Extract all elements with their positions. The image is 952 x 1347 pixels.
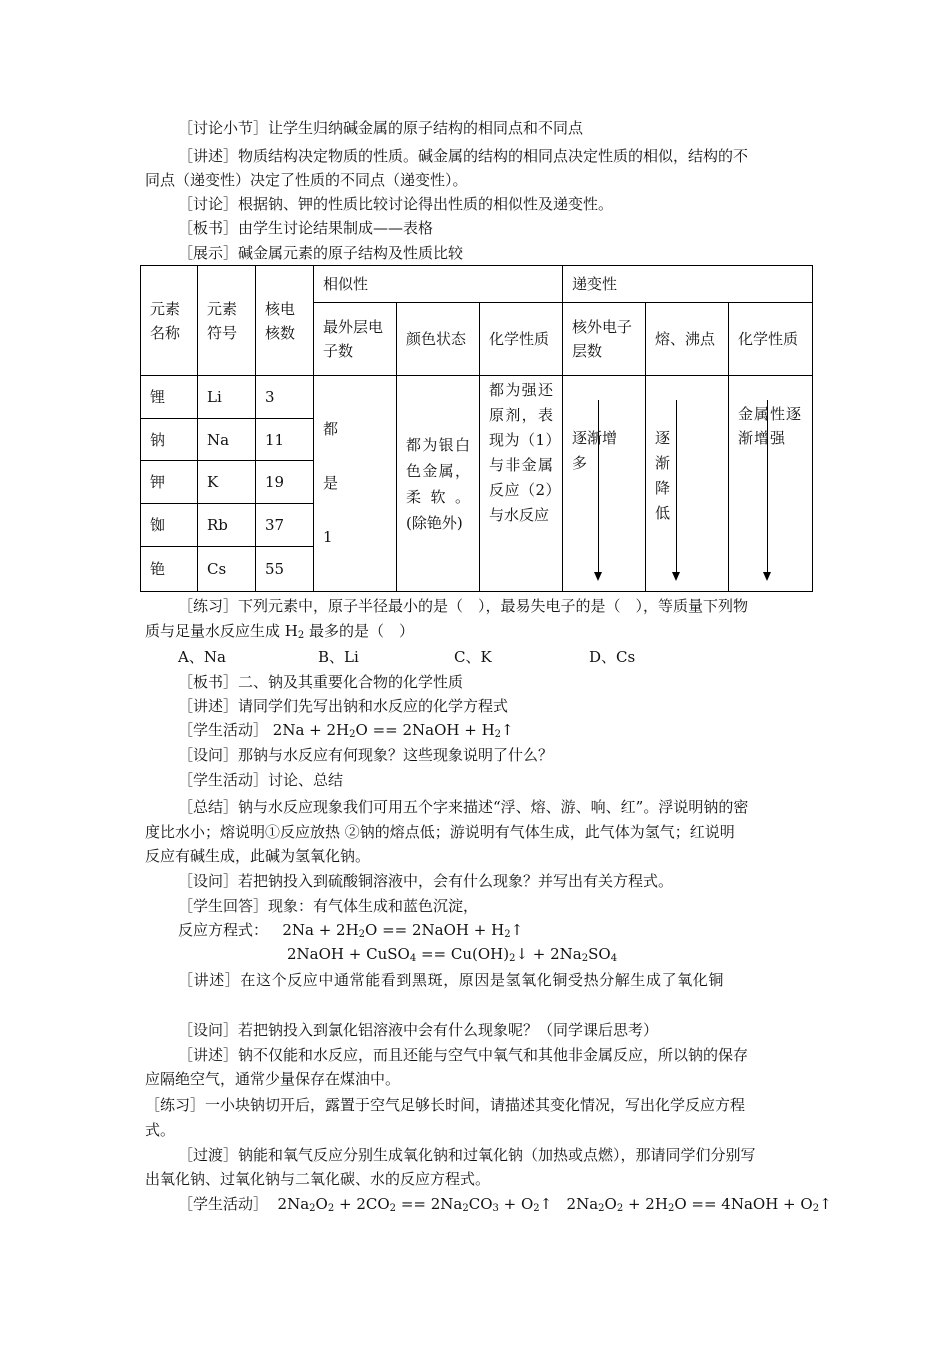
student-activity-line-3: ［学生活动］ $2Na_2O_2 + 2CO_2 == 2Na_2CO_3$ + $O_2↑$ $2Na_2O_2 + 2H_2O$ == 4NaOH + $O_2↑$ bbox=[178, 1195, 832, 1214]
student-answer-line: ［学生回答］现象：有气体生成和蓝色沉淀， bbox=[178, 897, 479, 915]
electron-layers-text: 逐渐增多 bbox=[572, 429, 618, 472]
question-line-2: ［设问］若把钠投入到硫酸铜溶液中，会有什么现象？并写出有关方程式。 bbox=[178, 872, 674, 890]
table-row bbox=[141, 376, 813, 419]
equation-line-2: 2NaOH + CuSO$_4$ == $Cu(OH)_2↓ + 2Na_2SO_4$ bbox=[287, 945, 618, 964]
summary-line-cont-2: 反应有碱生成，此碱为氢氧化钠。 bbox=[145, 847, 371, 865]
element-name: 铷 bbox=[141, 504, 198, 547]
transition-line: ［过渡］钠能和氧气反应分别生成氧化钠和过氧化钠（加热或点燃），那请同学们分别写 bbox=[178, 1146, 756, 1164]
element-charge: 11 bbox=[256, 419, 314, 461]
element-symbol: Cs bbox=[198, 547, 256, 592]
element-name: 钾 bbox=[141, 461, 198, 504]
element-charge: 55 bbox=[256, 547, 314, 592]
lecture-line-4: ［讲述］钠不仅能和水反应，而且还能与空气中氧气和其他非金属反应，所以钠的保存 bbox=[178, 1046, 749, 1064]
outer-electrons-text-1: 都 bbox=[323, 420, 339, 438]
practice-line-2-cont: 式。 bbox=[145, 1121, 176, 1139]
header-gradient: 递变性 bbox=[563, 266, 813, 303]
color-state-cell: 都为银白色金属，柔软。(除铯外) bbox=[397, 376, 480, 592]
element-charge: 3 bbox=[256, 376, 314, 419]
metallic-property-cell bbox=[729, 376, 813, 592]
element-name: 锂 bbox=[141, 376, 198, 419]
board-line-2: ［板书］二、钠及其重要化合物的化学性质 bbox=[178, 673, 464, 691]
board-line: ［板书］由学生讨论结果制成——表格 bbox=[178, 219, 434, 237]
summary-line: ［总结］钠与水反应现象我们可用五个字来描述“浮、熔、游、响、红”。浮说明钠的密 bbox=[178, 798, 749, 816]
header-chemical-property: 化学性质 bbox=[480, 303, 563, 376]
lecture-line-3: ［讲述］在这个反应中通常能看到黑斑，原因是氢氧化铜受热分解生成了氧化铜 bbox=[178, 971, 725, 989]
label-text: ［学生活动］ bbox=[178, 721, 269, 739]
practice-question-line-cont: 质与足量水反应生成 $H_2$ 最多的是（ ） bbox=[145, 622, 415, 641]
display-line: ［展示］碱金属元素的原子结构及性质比较 bbox=[178, 244, 464, 262]
header-chemical-property-2: 化学性质 bbox=[729, 303, 813, 376]
element-symbol: Li bbox=[198, 376, 256, 419]
transition-line-cont: 出氧化钠、过氧化钠与二氧化碳、水的反应方程式。 bbox=[145, 1170, 491, 1188]
element-symbol: Na bbox=[198, 419, 256, 461]
metallic-property-text: 金属性逐渐增强 bbox=[738, 405, 803, 447]
outer-electrons-cell bbox=[314, 376, 397, 592]
practice-question-line: ［练习］下列元素中，原子半径最小的是（ ），最易失电子的是（ ），等质量下列物 bbox=[178, 597, 749, 615]
lecture-line-4-cont: 应隔绝空气，通常少量保存在煤油中。 bbox=[145, 1070, 401, 1088]
lecture-line: ［讲述］物质结构决定物质的性质。碱金属的结构的相同点决定性质的相似，结构的不 bbox=[178, 147, 749, 165]
option-d: D、Cs bbox=[589, 648, 636, 666]
element-symbol: K bbox=[198, 461, 256, 504]
element-charge: 19 bbox=[256, 461, 314, 504]
element-name: 钠 bbox=[141, 419, 198, 461]
chemical-property-cell: 都为强还原剂，表现为（1）与非金属反应（2）与水反应 bbox=[480, 376, 563, 592]
summary-line-cont: 度比水小；熔说明①反应放热 ②钠的熔点低；游说明有气体生成，此气体为氢气；红说明 bbox=[145, 823, 735, 841]
header-nuclear-charge: 核电核数 bbox=[256, 266, 314, 376]
option-a: A、Na bbox=[178, 648, 226, 666]
header-element-name: 元素名称 bbox=[141, 266, 198, 376]
header-similarity: 相似性 bbox=[314, 266, 563, 303]
option-c: C、K bbox=[454, 648, 492, 666]
student-activity-line-2: ［学生活动］讨论、总结 bbox=[178, 771, 344, 789]
melting-point-text: 逐渐降低 bbox=[655, 429, 671, 522]
practice-text: 最多的是（ ） bbox=[304, 622, 415, 640]
label-text: 反应方程式： bbox=[178, 921, 269, 939]
header-color-state: 颜色状态 bbox=[397, 303, 480, 376]
alkali-metal-comparison-table bbox=[140, 265, 813, 592]
header-melting-point: 熔、沸点 bbox=[646, 303, 729, 376]
down-arrow-icon bbox=[676, 400, 677, 579]
melting-point-cell bbox=[646, 376, 729, 592]
element-symbol: Rb bbox=[198, 504, 256, 547]
lecture-line-cont: 同点（递变性）决定了性质的不同点（递变性）。 bbox=[145, 171, 468, 189]
label-text: ［学生活动］ bbox=[178, 1195, 269, 1213]
electron-layers-cell bbox=[563, 376, 646, 592]
element-charge: 37 bbox=[256, 504, 314, 547]
lecture-line-2: ［讲述］请同学们先写出钠和水反应的化学方程式 bbox=[178, 697, 509, 715]
header-element-symbol: 元素符号 bbox=[198, 266, 256, 376]
element-name: 铯 bbox=[141, 547, 198, 592]
question-line: ［设问］那钠与水反应有何现象？这些现象说明了什么？ bbox=[178, 746, 554, 764]
practice-text: 质与足量水反应生成 H bbox=[145, 622, 298, 640]
outer-electrons-text-3: 1 bbox=[323, 528, 333, 546]
practice-line-2: ［练习］一小块钠切开后，露置于空气足够长时间，请描述其变化情况，写出化学反应方程 bbox=[145, 1096, 746, 1114]
equation-line-1: 反应方程式： $2Na + 2H_2O$ == 2NaOH + $H_2↑$ bbox=[178, 921, 524, 940]
header-electron-layers: 核外电子层数 bbox=[563, 303, 646, 376]
option-b: B、Li bbox=[318, 648, 359, 666]
question-line-3: ［设问］若把钠投入到氯化铝溶液中会有什么现象呢？（同学课后思考） bbox=[178, 1021, 659, 1039]
header-outer-electrons: 最外层电子数 bbox=[314, 303, 397, 376]
discussion-summary-line: ［讨论小节］让学生归纳碱金属的原子结构的相同点和不同点 bbox=[178, 119, 584, 137]
outer-electrons-text-2: 是 bbox=[323, 474, 339, 492]
student-activity-line: ［学生活动］ $2Na + 2H_2O$ == 2NaOH + $H_2↑$ bbox=[178, 721, 514, 740]
discussion-line: ［讨论］根据钠、钾的性质比较讨论得出性质的相似性及递变性。 bbox=[178, 195, 614, 213]
